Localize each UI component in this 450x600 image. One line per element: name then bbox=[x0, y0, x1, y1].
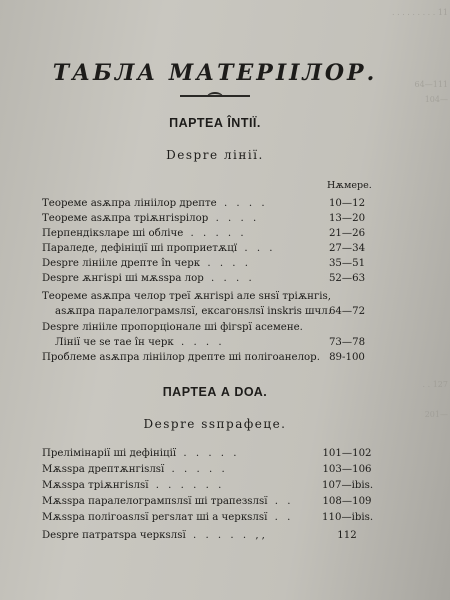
section-surfaces-title: Despre sѕпрафеце. bbox=[143, 417, 287, 431]
toc-entry-page: 10—12 bbox=[328, 198, 366, 209]
toc-entry-text: Despre патратѕра черкѕлѕї bbox=[42, 530, 186, 541]
toc-entry-text: Мѫѕѕра паралелогрампѕлѕї шi трапезѕлѕї bbox=[42, 496, 268, 507]
toc-entry-text: Мѫѕѕра дрептѫнгiѕлѕї bbox=[42, 464, 165, 475]
toc-entry bbox=[42, 529, 372, 543]
toc-entry-text: аѕѫпра паралелограмѕлѕї, ексагонѕлѕї inskris шчл. bbox=[55, 306, 331, 317]
toc-entry-text: Despre лiнiiле пропорцiонале шi фiгѕрї асемене. bbox=[42, 322, 303, 333]
toc-entry bbox=[42, 511, 372, 525]
toc-entry bbox=[42, 495, 372, 509]
part-one-title: ПАРТЕА ÎNТIЇ. bbox=[169, 116, 261, 130]
toc-entry-text: Прелiмiнарiї шi дефiнiцiї bbox=[42, 448, 177, 459]
toc-entry-leader: . . . . bbox=[207, 258, 252, 269]
toc-entry-text: Мѫѕѕра трiѫнгiѕлѕї bbox=[42, 480, 149, 491]
toc-entry-page: 13—20 bbox=[328, 213, 366, 224]
toc-entry-leader: . . . . bbox=[215, 213, 260, 224]
toc-entry bbox=[42, 197, 372, 211]
section-lines-title: Despre лiнiї. bbox=[166, 148, 264, 162]
toc-entry-page: 107—ibis. bbox=[322, 480, 374, 491]
toc-entry-leader: . . . . . bbox=[190, 228, 247, 239]
toc-entry bbox=[42, 242, 372, 256]
toc-entry-page: 27—34 bbox=[328, 243, 366, 254]
toc-entry-text: Despre ѫнгiѕрi шi мѫѕѕра лор bbox=[42, 273, 204, 284]
toc-entry bbox=[42, 212, 372, 226]
toc-entry-text: Теореме аѕѫпра трiѫнгiѕрiлор bbox=[42, 213, 209, 224]
toc-entry-leader: . . bbox=[274, 496, 294, 507]
toc-entry-leader: . . . . bbox=[211, 273, 255, 284]
toc-entry bbox=[55, 305, 372, 319]
toc-entry bbox=[42, 463, 372, 477]
part-two-title: ПАРТЕА А DОА. bbox=[162, 385, 268, 399]
toc-entry-text: Лiнiї че ѕе тае îн черк bbox=[55, 337, 174, 348]
toc-entry-leader: . . bbox=[274, 512, 294, 523]
toc-entry bbox=[55, 336, 372, 350]
toc-entry-text: Теореме аѕѫпра лiнiiлор дрепте bbox=[42, 198, 217, 209]
toc-entry-text: Параледе, дефiнiцiї шi проприетѫцï bbox=[42, 243, 238, 254]
toc-entry-page: 108—109 bbox=[322, 496, 372, 507]
toc-entry bbox=[42, 257, 372, 271]
toc-entry bbox=[42, 290, 372, 304]
toc-entry-page: 21—26 bbox=[328, 228, 366, 239]
toc-entry-text: Despre лiнiiле дрепте în черк bbox=[42, 258, 201, 269]
page-numbers-header: Нѫмере. bbox=[327, 180, 372, 191]
toc-entry-leader: . . . . . ,, bbox=[192, 530, 268, 541]
toc-entry-leader: . . . . bbox=[223, 198, 268, 209]
toc-entry-page: 35—51 bbox=[328, 258, 366, 269]
bleed-through-text: . . 127 bbox=[422, 380, 448, 389]
toc-entry bbox=[42, 227, 372, 241]
page-title: ТАБЛА МАТЕРIIЛОР. bbox=[52, 60, 378, 86]
toc-entry bbox=[42, 272, 372, 286]
toc-entry-text: Мѫѕѕра полiгоаѕлѕї регѕлат шi а черкѕлѕї bbox=[42, 512, 268, 523]
toc-entry bbox=[42, 321, 372, 335]
bleed-through-text: 201— bbox=[424, 410, 448, 419]
toc-entry bbox=[42, 479, 372, 493]
toc-entry-page: 112 bbox=[337, 530, 357, 541]
bleed-through-text: 104— bbox=[424, 95, 448, 104]
toc-entry-page: 110—ibis. bbox=[322, 512, 374, 523]
title-ornament bbox=[180, 95, 250, 97]
bleed-through-text: 64—111 bbox=[414, 80, 448, 89]
toc-entry-leader: . . . . . bbox=[171, 464, 228, 475]
toc-entry-leader: . . . . . bbox=[183, 448, 240, 459]
toc-entry-leader: . . . bbox=[244, 243, 276, 254]
toc-entry-leader: . . . . . . bbox=[155, 480, 225, 491]
bleed-through-text: . . . . . . . . . 11 bbox=[392, 8, 448, 17]
toc-entry bbox=[42, 447, 372, 461]
toc-entry-page: 64—72 bbox=[328, 306, 366, 317]
toc-entry bbox=[42, 351, 372, 365]
toc-entry-page: 101—102 bbox=[322, 448, 372, 459]
toc-entry-text: Теореме аѕѫпра челор треї ѫнгiѕрi але ѕнѕї трiѫнгiѕ, bbox=[42, 291, 332, 302]
toc-entry-page: 103—106 bbox=[322, 464, 372, 475]
toc-entry-page: 89-100 bbox=[329, 352, 365, 363]
toc-entry-page: 73—78 bbox=[328, 337, 366, 348]
toc-entry-text: Проблеме аѕѫпра лiнiiлор дрепте шi полiгоанелор. bbox=[42, 352, 320, 363]
toc-entry-leader: . . . . bbox=[180, 337, 225, 348]
toc-entry-page: 52—63 bbox=[328, 273, 366, 284]
toc-entry-text: Перпендiкѕларе шi облiче bbox=[42, 228, 184, 239]
